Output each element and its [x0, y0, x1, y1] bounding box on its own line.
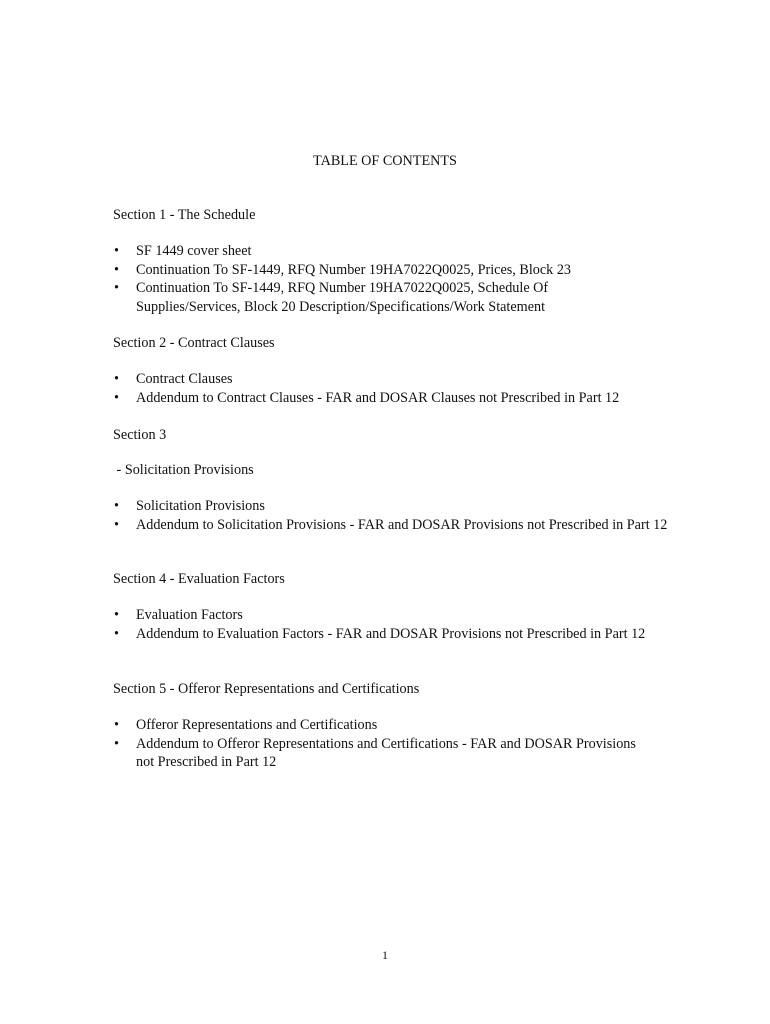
section-5-heading: Section 5 - Offeror Representations and Certifications	[113, 681, 420, 697]
section-2-heading: Section 2 - Contract Clauses	[113, 335, 275, 351]
bullet-icon: •	[114, 498, 119, 514]
section-3-subheading: - Solicitation Provisions	[113, 462, 254, 478]
list-item: • Continuation To SF-1449, RFQ Number 19HA7022Q0025, Prices, Block 23	[114, 261, 572, 278]
section-3-heading: Section 3	[113, 427, 167, 443]
section-4-heading: Section 4 - Evaluation Factors	[113, 571, 285, 587]
bullet-icon: •	[114, 243, 119, 259]
section-4-list	[113, 606, 673, 643]
bullet-icon: •	[114, 607, 119, 623]
section-5-list	[113, 716, 673, 772]
page-title: TABLE OF CONTENTS	[313, 153, 457, 169]
section-2-list	[113, 370, 673, 407]
bullet-icon: •	[114, 261, 119, 278]
page-number: 1	[382, 948, 388, 962]
section-3-list	[113, 497, 673, 534]
list-item: • Addendum to Solicitation Provisions - FAR and DOSAR Provisions not Prescribed in Part 12	[114, 516, 668, 533]
list-item: • Addendum to Offeror Representations and Certifications - FAR and DOSAR Provisions not Prescribed in Part 12	[114, 735, 636, 771]
bullet-icon: •	[114, 516, 119, 533]
list-item: • Addendum to Contract Clauses - FAR and DOSAR Clauses not Prescribed in Part 12	[114, 389, 620, 406]
bullet-icon: •	[114, 717, 119, 733]
list-item: • Contract Clauses	[114, 371, 233, 387]
section-1-heading: Section 1 - The Schedule	[113, 207, 256, 223]
section-1-list	[113, 242, 673, 316]
bullet-icon: •	[114, 280, 119, 297]
list-item: • Addendum to Evaluation Factors - FAR and DOSAR Provisions not Prescribed in Part 12	[114, 625, 646, 642]
bullet-icon: •	[114, 625, 119, 642]
list-item: • Offeror Representations and Certifications	[114, 717, 378, 733]
list-item: • SF 1449 cover sheet	[114, 243, 252, 259]
bullet-icon: •	[114, 735, 119, 752]
list-item: • Continuation To SF-1449, RFQ Number 19HA7022Q0025, Schedule Of Supplies/Services, Block 20 Description/Specifications/Work Statement	[114, 280, 549, 315]
list-item: • Solicitation Provisions	[114, 498, 265, 514]
bullet-icon: •	[114, 389, 119, 406]
list-item: • Evaluation Factors	[114, 607, 243, 623]
bullet-icon: •	[114, 371, 119, 387]
